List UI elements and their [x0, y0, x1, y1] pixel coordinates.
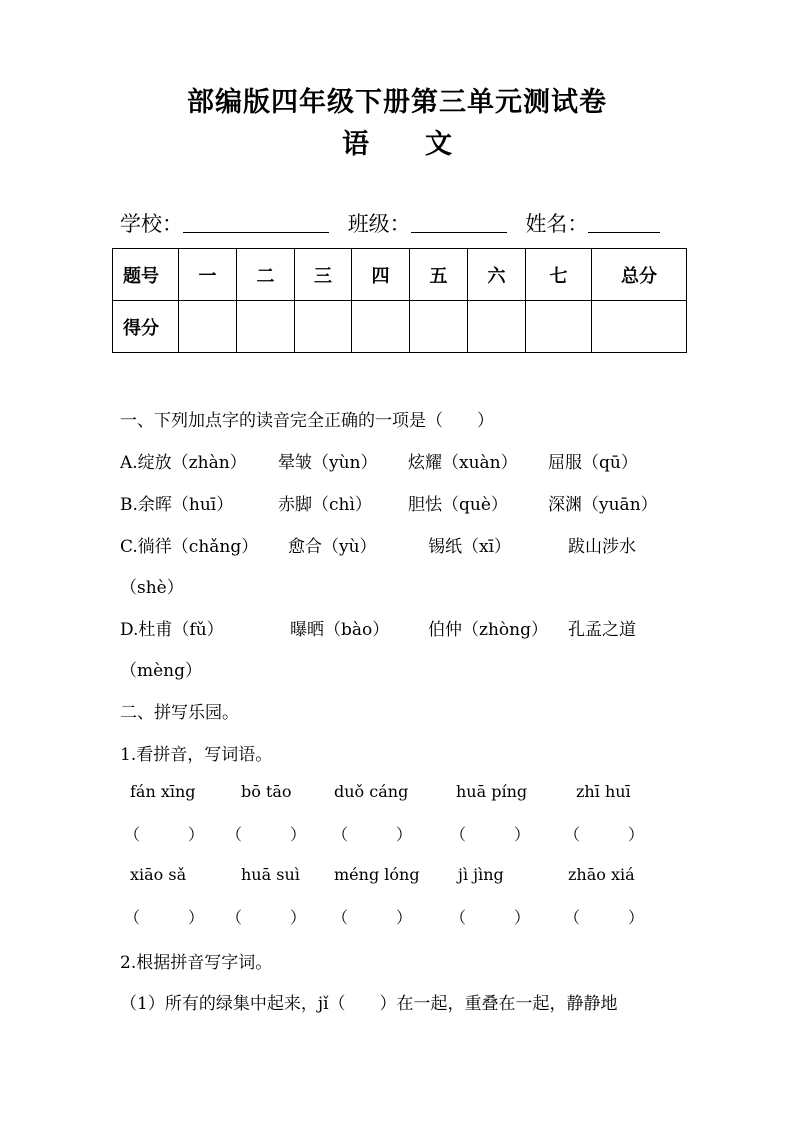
answer-bracket[interactable]: （ ） [332, 825, 413, 844]
class-label: 班级： [347, 212, 411, 236]
score-header-cell: 题号 [113, 249, 179, 301]
score-cell[interactable] [352, 301, 410, 353]
score-value-row [113, 301, 687, 353]
section-2-sub-1: 1.看拼音，写词语。 [120, 745, 273, 765]
answer-bracket[interactable]: （ ） [450, 908, 531, 927]
option-b-2: 赤脚（chì） [278, 495, 372, 515]
option-a-4: 屈服（qū） [548, 453, 638, 473]
answer-bracket[interactable]: （ ） [564, 825, 645, 844]
answer-bracket[interactable]: （ ） [564, 908, 645, 927]
subject-char-2: 文 [425, 129, 452, 160]
option-a-3: 炫耀（xuàn） [408, 453, 518, 473]
pinyin: zhāo xiá [568, 865, 635, 884]
score-header-cell: 四 [352, 249, 410, 301]
score-cell[interactable] [526, 301, 592, 353]
score-header-cell: 七 [526, 249, 592, 301]
option-d-3: 伯仲（zhòng） [428, 620, 548, 640]
answer-bracket[interactable]: （ ） [226, 825, 307, 844]
score-header-cell: 三 [295, 249, 352, 301]
name-label: 姓名： [525, 212, 589, 236]
answer-bracket[interactable]: （ ） [450, 825, 531, 844]
option-d-2: 曝晒（bào） [290, 620, 390, 640]
score-cell[interactable] [468, 301, 526, 353]
score-header-row [113, 249, 687, 301]
option-d-wrap: （mèng） [120, 661, 203, 681]
pinyin: bō tāo [241, 782, 292, 801]
pinyin: huā suì [241, 865, 300, 884]
option-a-1: A.绽放（zhàn） [120, 453, 247, 473]
pinyin: méng lóng [334, 865, 420, 884]
pinyin: xiāo sǎ [130, 865, 187, 884]
option-c-2: 愈合（yù） [288, 537, 377, 557]
option-c-4: 跋山涉水 [568, 537, 636, 557]
score-header-cell: 一 [179, 249, 237, 301]
score-header-cell: 二 [237, 249, 295, 301]
score-cell[interactable] [592, 301, 687, 353]
option-c-1: C.徜徉（chǎng） [120, 537, 259, 557]
option-d-1: D.杜甫（fǔ） [120, 620, 224, 640]
school-blank[interactable] [183, 212, 329, 233]
score-header-cell: 总分 [592, 249, 687, 301]
option-a-2: 晕皱（yùn） [278, 453, 378, 473]
pinyin: huā píng [456, 782, 528, 801]
pinyin: jì jìng [458, 865, 504, 884]
student-info-line [120, 208, 660, 238]
score-cell[interactable] [237, 301, 295, 353]
option-d-4: 孔孟之道 [568, 620, 636, 640]
option-b-4: 深渊（yuān） [548, 495, 658, 515]
school-label: 学校： [120, 212, 183, 236]
option-b-3: 胆怯（què） [408, 495, 508, 515]
option-c-wrap: （shè） [120, 578, 184, 598]
score-header-cell: 六 [468, 249, 526, 301]
answer-bracket[interactable]: （ ） [124, 908, 205, 927]
page-title: 部编版四年级下册第三单元测试卷 [187, 87, 607, 118]
section-2-sub-2: 2.根据拼音写字词。 [120, 953, 273, 973]
option-c-3: 锡纸（xī） [428, 537, 512, 557]
option-b-1: B.余晖（huī） [120, 495, 234, 515]
pinyin: zhī huī [576, 782, 631, 801]
answer-bracket[interactable]: （ ） [124, 825, 205, 844]
subject-title [0, 122, 794, 161]
section-2-title: 二、拼写乐园。 [120, 703, 239, 723]
answer-bracket[interactable]: （ ） [332, 908, 413, 927]
score-table [112, 248, 687, 353]
score-header-cell: 五 [410, 249, 468, 301]
score-cell[interactable] [410, 301, 468, 353]
class-blank[interactable] [411, 212, 507, 233]
section-2-sub-2-q1: （1）所有的绿集中起来，jǐ（ ）在一起，重叠在一起，静静地 [120, 994, 618, 1014]
score-cell[interactable] [295, 301, 352, 353]
question-1: 一、下列加点字的读音完全正确的一项是（ ） [120, 411, 494, 431]
name-blank[interactable] [588, 212, 660, 233]
subject-char-1: 语 [342, 129, 369, 160]
answer-bracket[interactable]: （ ） [226, 908, 307, 927]
pinyin: duǒ cáng [334, 782, 409, 801]
pinyin: fán xīng [130, 782, 196, 801]
score-cell[interactable] [179, 301, 237, 353]
score-row-label: 得分 [113, 301, 179, 353]
